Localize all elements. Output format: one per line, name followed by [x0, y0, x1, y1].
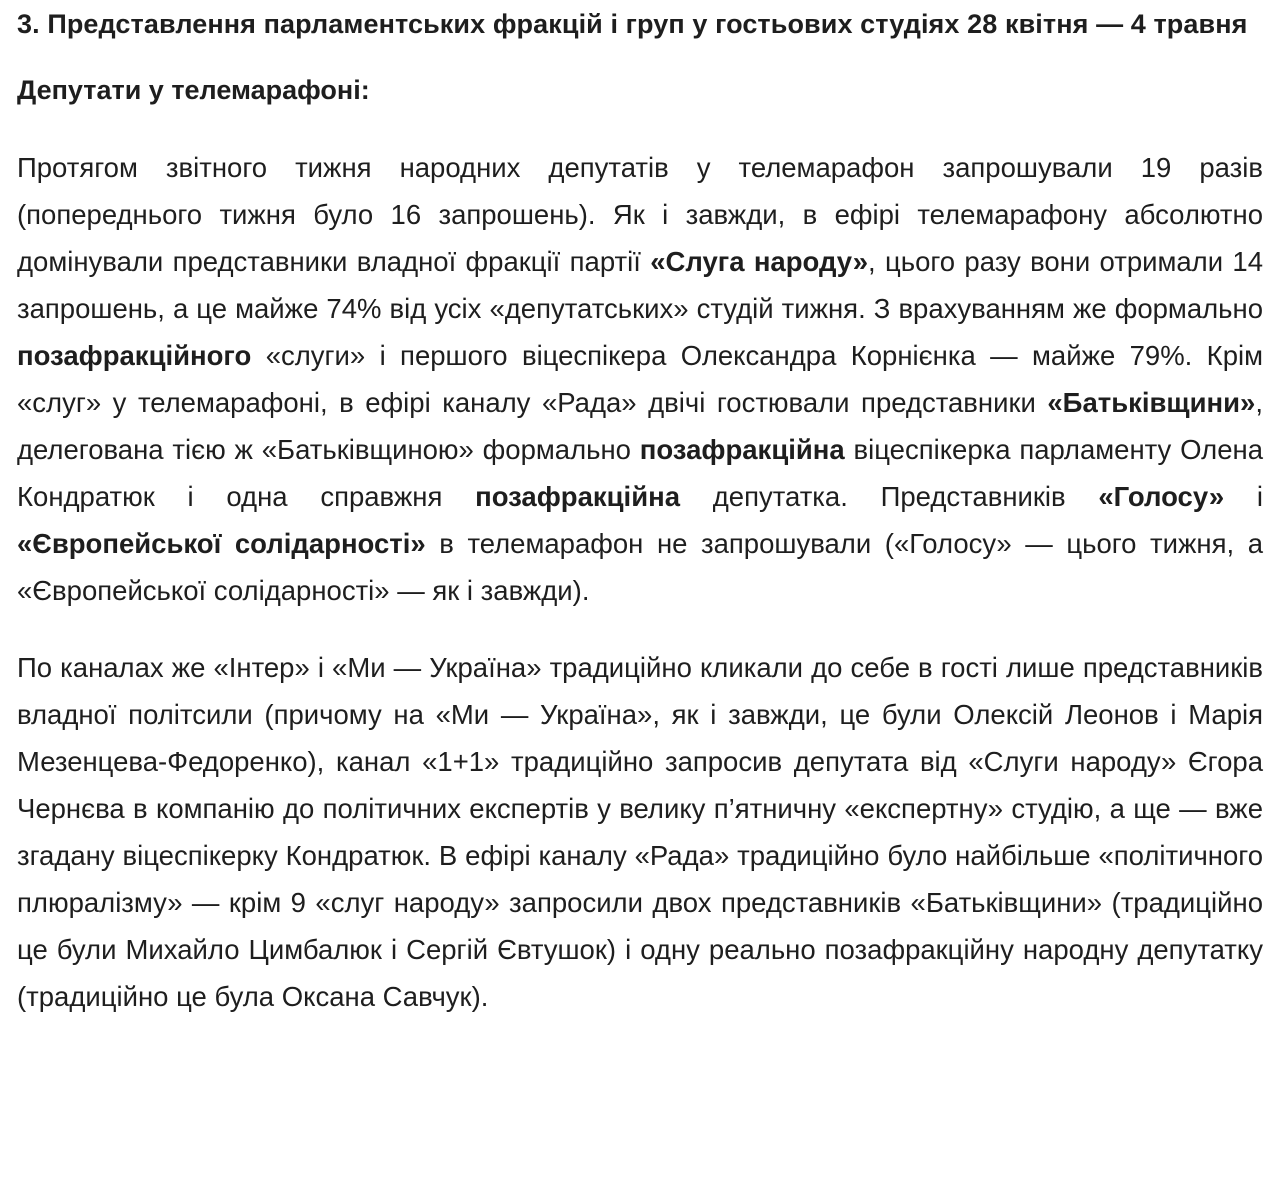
- non-faction-emphasis: позафракційна: [639, 434, 845, 465]
- paragraph-channels-detail: По каналах же «Інтер» і «Ми — Україна» традиційно кликали до себе в гості лише представників владної політсили (причому на «Ми — Україна», як і завжди, це були Олексій Леонов і Марія Мезенцева-Федоренко), канал «1+1» традиційно запросив депутата від «Слуги народу» Єгора Чернєва в компанію до політичних експертів у велику п’ятничну «експертну» студію, а ще — вже згадану віцеспікерку Кондратюк. В ефірі каналу «Рада» традиційно було найбільше «політичного плюралізму» — крім 9 «слуг народу» запросили двох представників «Батьківщини» (традиційно це були Михайло Цимбалюк і Сергій Євтушок) і одну реально позафракційну народну депутатку (традиційно це була Оксана Савчук).: [17, 652, 1263, 1012]
- text-run: , делегована тією ж «Батьківщиною» формально: [17, 387, 1263, 465]
- text-run: в телемарафон не запрошували («Голосу» — цього тижня, а «Європейської солідарності» — як і завжди).: [17, 528, 1263, 606]
- party-servant-of-people: «Слуга народу»: [650, 246, 869, 277]
- non-faction-emphasis: позафракційного: [17, 340, 252, 371]
- text-run: і: [1224, 481, 1263, 512]
- party-batkivshchyna: «Батьківщини»: [1047, 387, 1256, 418]
- section-subheading: Депутати у телемарафоні:: [17, 75, 370, 105]
- text-run: «слуги» і першого віцеспікера Олександра Корнієнка — майже 79%. Крім «слуг» у телемарафоні, в ефірі каналу «Рада» двічі гостювали представники: [17, 340, 1263, 418]
- section-heading: 3. Представлення парламентських фракцій і груп у гостьових студіях 28 квітня — 4 травня: [17, 9, 1248, 39]
- party-holos: «Голосу»: [1098, 481, 1225, 512]
- text-run: віцеспікерка парламенту Олена Кондратюк і одна справжня: [17, 434, 1263, 512]
- party-european-solidarity: «Європейської солідарності»: [17, 528, 426, 559]
- text-run: , цього разу вони отримали 14 запрошень, а це майже 74% від усіх «депутатських» студій тижня. З врахуванням же формально: [17, 246, 1263, 324]
- document: [17, 0, 1263, 1020]
- text-run: Протягом звітного тижня народних депутатів у телемарафон запрошували 19 разів (попереднього тижня було 16 запрошень). Як і завжди, в ефірі телемарафону абсолютно домінували представники владної фракції партії: [17, 152, 1263, 277]
- paragraph-telethon-summary: [17, 144, 1263, 614]
- text-run: депутатка. Представників: [680, 481, 1099, 512]
- non-faction-emphasis: позафракційна: [475, 481, 680, 512]
